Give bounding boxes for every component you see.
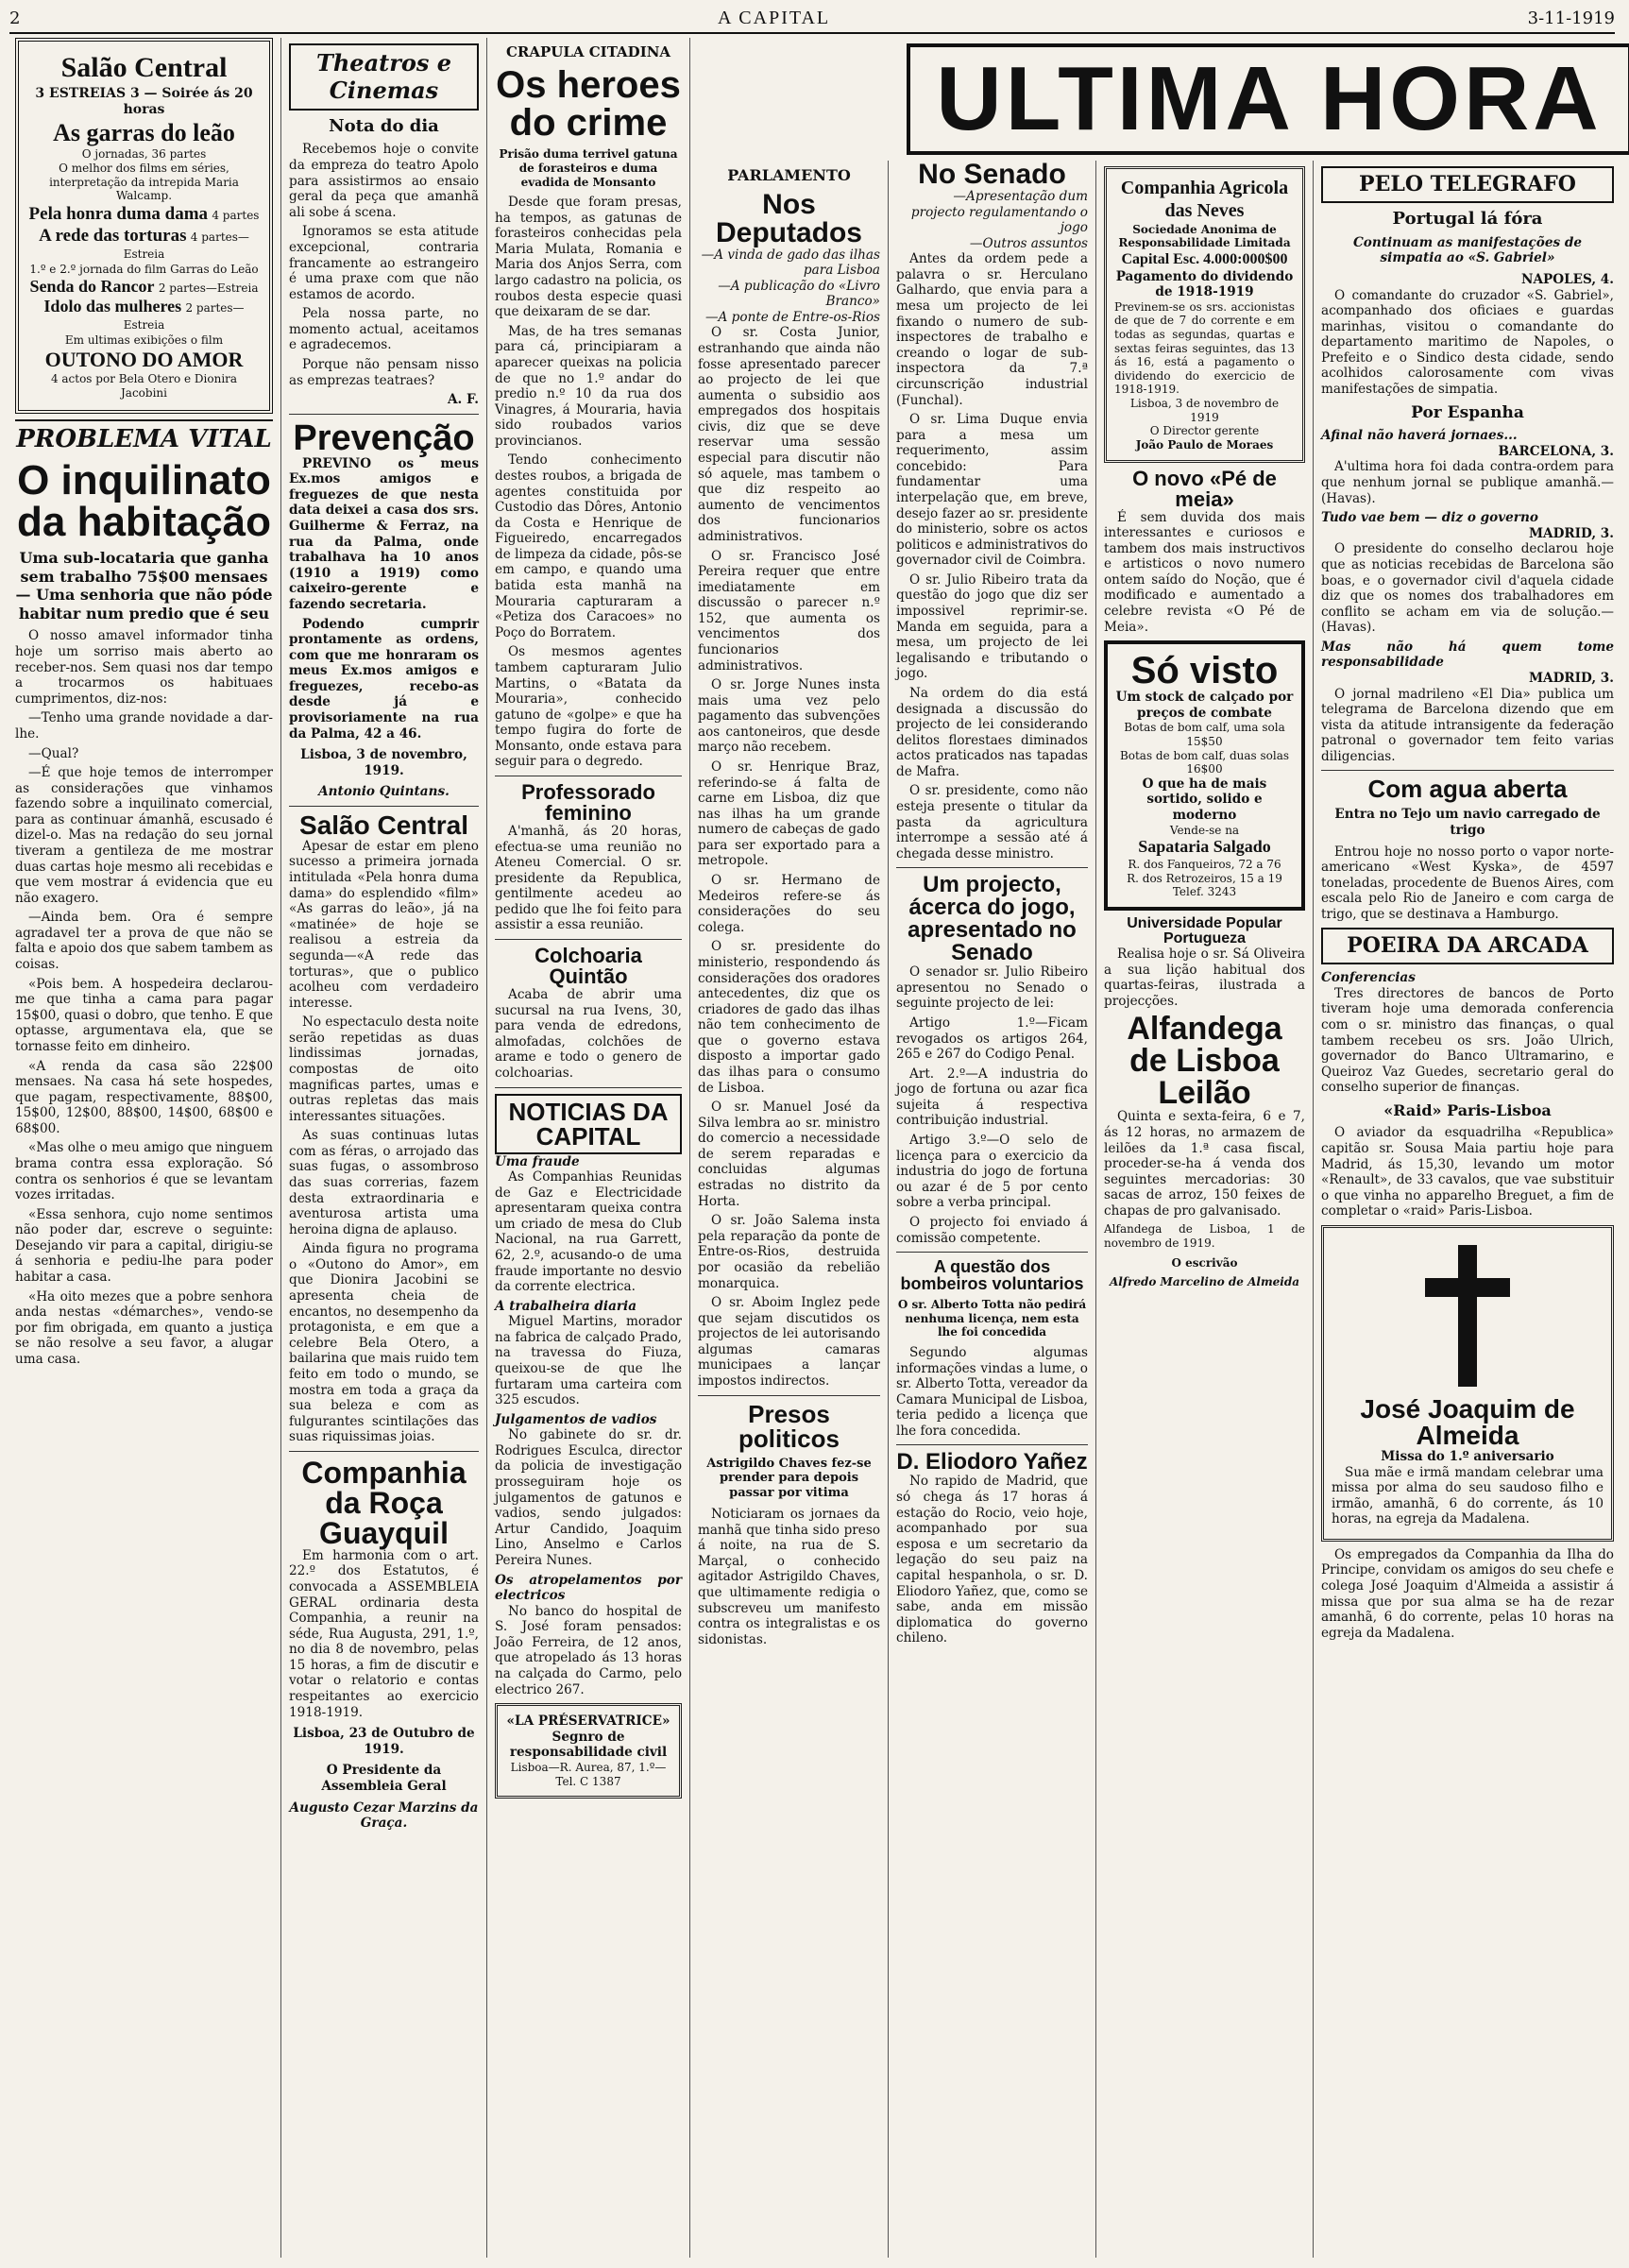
espanha-title: Por Espanha	[1411, 402, 1524, 422]
salao2-title: Salão Central	[299, 810, 468, 840]
conferencias-paragraph: Tres directores de bancos de Porto tiveram hoje uma demorada conferencia com o sr. ministro das finanças, o qual tambem recebeu os srs. João Ulrich, governador do Banco Ultramarino, e Queiroz Vaz Guedes, secretario geral do conselho superior de finanças.	[1321, 985, 1614, 1096]
salao-film1-desc: O melhor dos films em séries, interpretação da intrepida Maria Walcamp.	[49, 162, 239, 203]
nota-paragraph: Ignoramos se esta atitude excepcional, contraria francamente ao estrangeiro é uma praxe com que não estamos de acordo.	[289, 224, 479, 302]
obituary-paragraph: Sua mãe e irmã mandam celebrar uma missa por alma do seu saudoso filho e irmão, amanhã, 6 do corrente, ás 10 horas, na egreja da Madalena.	[1332, 1464, 1604, 1527]
portugal-subtitle: Continuam as manifestações de simpatia ao «S. Gabriel»	[1352, 234, 1583, 266]
raid-title: «Raid» Paris-Lisboa	[1383, 1100, 1552, 1119]
paper-title: A CAPITAL	[717, 7, 831, 28]
espanha3-paragraph: O jornal madrileno «El Dia» publica um telegrama de Barcelona dizendo que em vista da atitude intransigente da federação patronal o governador tem feito varias diligencias.	[1321, 686, 1614, 764]
alfandega-signature: O escrivão	[1171, 1255, 1238, 1270]
agua-subtitle: Entra no Tejo um navio carregado de trigo	[1334, 807, 1601, 839]
heroes-paragraph: Desde que foram presas, ha tempos, as gatunas de forasteiros conhecidas pela Maria Mulata, Romania e Maria dos Anjos Serra, com largo cadastro na policia, os roubos desta especie quasi que deixaram de se dar.	[495, 195, 682, 320]
projecto-article: Artigo 1.º—Ficam revogados os artigos 264, 265 e 267 do Codigo Penal.	[896, 1015, 1088, 1063]
inquilinato-paragraph: —Tenho uma grande novidade a dar-lhe.	[15, 710, 273, 742]
column-7	[1314, 161, 1621, 2258]
inquilinato-paragraph: «A renda da casa são 22$00 mensaes. Na casa há sete hospedes, que pagam, respectivamente, 88$00, 15$00, 12$00, 88$00, 14$00, 68$00 e 68$00.	[15, 1058, 273, 1136]
inquilinato-title: O inquilinato da habitação	[17, 457, 271, 546]
prevencao-signature: Antonio Quintans.	[318, 784, 450, 800]
espanha2-subtitle: Tudo vae bem — diz o governo	[1321, 510, 1538, 526]
salao-film3-note: 1.º e 2.º jornada do film Garras do Leão	[29, 262, 259, 276]
obituary-mass: Missa do 1.º aniversario	[1381, 1448, 1554, 1464]
trabalheira-title: A trabalheira diaria	[495, 1298, 637, 1314]
prevencao-paragraph: Podendo cumprir prontamente as ordens, com que me honraram os meus Ex.mos amigos e freguezes, recebo-as desde já e provisoriamente na rua da Palma, 42 a 46.	[289, 616, 479, 742]
pelo-telegrafo-title: PELO TELEGRAFO	[1321, 166, 1614, 203]
julgamentos-paragraph: No gabinete do sr. dr. Rodrigues Esculca, director da policia de investigação prosseguiram hoje os julgamentos de gatunos e vadios, sendo julgados: Artur Candido, Joaquim Lino, Anselmo e Carlos Pereira Nunes.	[495, 1427, 682, 1568]
salao-film1: As garras do leão	[53, 118, 235, 146]
deputados-paragraph: O sr. Manuel José da Silva lembra ao sr. ministro do comercio a necessidade de serem reparadas e concluidas algumas estradas no distrito da Horta.	[698, 1100, 880, 1209]
alfandega-date: Alfandega de Lisboa, 1 de novembro de 1919.	[1104, 1222, 1305, 1251]
ultima-hora-banner: ULTIMA HORA	[907, 43, 1629, 155]
agricola-date: Lisboa, 3 de novembro de 1919	[1129, 397, 1280, 424]
companhia-date: Lisboa, 23 de Outubro de 1919.	[293, 1726, 475, 1757]
espanha2-dateline: MADRID, 3.	[1529, 525, 1614, 541]
atropelamentos-paragraph: No banco do hospital de S. José foram pensados: João Ferreira, de 12 anos, que atropelado ás 13 horas na calçada do Carmo, pelo electrico 267.	[495, 1603, 682, 1697]
raid-paragraph: O aviador da esquadrilha «Republica» capitão sr. Sousa Maia partiu hoje para Madrid, ás 15,30, levando um motor «Renault», de 33 cavalos, que vae substituir o que vinha no apparelho Breguet, a fim de completar o «raid» Paris-Lisboa.	[1321, 1125, 1614, 1219]
so-visto-phone: Telef. 3243	[1172, 885, 1237, 899]
senado-paragraph: Na ordem do dia está designada a discussão do projecto de lei considerando delitos florestaes diminados actos praticados nas tapadas de Mafra.	[896, 685, 1088, 779]
so-visto-item	[1115, 721, 1294, 748]
issue-date: 3-11-1919	[1527, 8, 1615, 28]
presos-subtitle: Astrigildo Chaves fez-se prender para depois passar por vitima	[706, 1456, 872, 1501]
nota-paragraph: Pela nossa parte, no momento actual, aceitamos e agradecemos.	[289, 306, 479, 353]
julgamentos-title: Julgamentos de vadios	[495, 1411, 657, 1427]
portugal-title: Portugal lá fóra	[1392, 208, 1543, 229]
atropelamentos-title: Os atropelamentos por electricos	[495, 1572, 682, 1604]
salao-film2: Pela honra duma dama	[28, 203, 209, 224]
preservatrice-title: «LA PRÉSERVATRICE»	[506, 1714, 670, 1730]
projecto-article: Art. 2.º—A industria do jogo de fortuna ou azar fica sujeita á respectiva contribuição industrial.	[896, 1066, 1088, 1129]
espanha-paragraph: A'ultima hora foi dada contra-ordem para que nenhum jornal se publique amanhã.—(Havas).	[1321, 459, 1614, 506]
salao-central-ad	[15, 38, 273, 414]
salao-line1: 3 ESTREIAS 3 — Soirée ás 20 horas	[35, 85, 253, 117]
crapula-label: CRAPULA CITADINA	[505, 43, 671, 60]
salao2-paragraph: No espectaculo desta noite serão repetidas as duas lindissimas jornadas, compostas de oito magnificas partes, umas e outras repletas das mais interessantes situações.	[289, 1015, 479, 1124]
bombeiros-title: A questão dos bombeiros voluntarios	[900, 1257, 1084, 1294]
obituary-box	[1321, 1225, 1614, 1542]
companhia-name: Augusto Cezar Marzins da Graça.	[289, 1799, 479, 1832]
pe-de-meia-paragraph: É sem duvida dos mais interessantes e curiosos e tambem dos mais instructivos e artisticos o novo numero ontem saído do Noção, que é modificado e aumentado a celebre revista «O Pé de Meia».	[1104, 509, 1305, 635]
companhia-title: Companhia da Roça Guayquil	[301, 1455, 467, 1550]
so-visto-title: Só visto	[1130, 650, 1279, 692]
inquilinato-paragraph: —Qual?	[28, 745, 79, 761]
column-1	[8, 38, 281, 2258]
espanha-subtitle: Afinal não haverá jornaes...	[1321, 428, 1518, 444]
prevencao-title: Prevenção	[293, 418, 475, 458]
heroes-title: Os heroes do crime	[496, 64, 681, 145]
presos-title: Presos politicos	[738, 1399, 840, 1453]
column-4	[690, 161, 889, 2258]
projecto-title: Um projecto, ácerca do jogo, apresentado no Senado	[908, 872, 1077, 966]
agricola-title: Companhia Agricola das Neves	[1120, 178, 1289, 222]
so-visto-tag: O que ha de mais sortido, solido e moderno	[1142, 776, 1267, 824]
senado-paragraph: O sr. Julio Ribeiro trata da questão do jogo que diz ser impossivel reprimir-se. Manda em seguida, para a mesa, um projecto de lei legalisando e tributando o jogo.	[896, 571, 1088, 682]
agua-paragraph: Entrou hoje no nosso porto o vapor norte-americano «West Kyska», de 4597 toneladas, procedente de Buenos Aires, com escala pelo Rio de Janeiro e com carga de trigo, que se destinava a Hamburgo.	[1321, 844, 1614, 922]
salao2-paragraph: Ainda figura no programa o «Outono do Amor», em que Dionira Jacobini se apresenta cheia de encantos, no desempenho da protagonista, e em que a celebre Bela Otero, a bailarina que mais ruido tem feito em todo o mundo, se mostra em toda a graça da sua beleza e com as fulgurantes scintilações das suas riquissimas joias.	[289, 1241, 479, 1445]
prevencao-date: Lisboa, 3 de novembro, 1919.	[300, 747, 467, 778]
salao-film6: OUTONO DO AMOR	[44, 347, 244, 371]
agricola-signature: O Director gerente	[1149, 424, 1260, 438]
espanha3-subtitle: Mas não há quem tome responsabilidade	[1321, 639, 1614, 671]
projecto-article: Artigo 3.º—O selo de licença para o exercicio da industria do jogo de fortuna ou azar é de 5 por cento sobre a verba principal.	[896, 1133, 1088, 1211]
inquilinato-paragraph: —É que hoje temos de interromper as considerações que vinhamos fazendo sobre a inquilinato comercial, para as continuar ámanhã, escusado é dizel-o. Mas na redação do seu jornal tiveram a gentileza de me mostrar duas cartas hoje mesmo ali recebidas e que vem mostrar á evidencia que eu não exagero.	[15, 765, 273, 906]
senado-sub2: —Outros assuntos	[969, 235, 1088, 251]
agricola-ad	[1104, 166, 1305, 463]
companhia-paragraph: Em harmonia com o art. 22.º dos Estatutos, é convocada a ASSEMBLEIA GERAL ordinaria desta Companhia, a reunir na séde, Rua Augusta, 291, 1.º, no dia 8 de novembro, pelas 15 horas, a fim de discutir e votar o relatorio e contas respeitantes ao exercicio 1918-1919.	[289, 1547, 479, 1720]
agua-title: Com agua aberta	[1367, 775, 1568, 804]
inquilinato-paragraph: —Ainda bem. Ora é sempre agradavel ter a prova de que não se falta e apoio dos que sabem tambem as coisas.	[15, 910, 273, 973]
salao-film4: Senda do Rancor	[29, 276, 155, 296]
deputados-paragraph: O sr. Aboim Inglez pede que sejam discutidos os projectos de lei autorisando algumas camaras municipaes a lançar impostos indirectos.	[698, 1295, 880, 1389]
agricola-name: João Paulo de Moraes	[1135, 437, 1274, 452]
poeira-title: POEIRA DA ARCADA	[1321, 928, 1614, 964]
salao-film5-parts: 2 partes—Estreia	[123, 301, 245, 333]
inquilinato-paragraph: «Ha oito mezes que a pobre senhora anda nestas «démarches», vendo-se por fim obrigada, em quanto a justiça se não resolve a seu favor, a alugar uma casa.	[15, 1288, 273, 1367]
nota-paragraph: Recebemos hoje o convite da empreza do teatro Apolo para assistirmos ao ensaio geral da peça que amanhã ali sobe á scena.	[289, 142, 479, 220]
deputados-paragraph: O sr. Francisco José Pereira requer que entre imediatamente em discussão o parecer n.º 152, que aumenta os vencimentos dos funcionarios administrativos.	[698, 548, 880, 674]
masthead	[9, 4, 1615, 34]
bombeiros-paragraph: Segundo algumas informações vindas a lume, o sr. Alberto Totta, vereador da Camara Municipal de Lisboa, teria pedido a licença que lhe fora concedida.	[896, 1344, 1088, 1439]
senado-paragraph: Antes da ordem pede a palavra o sr. Herculano Galhardo, que envia para a mesa um projecto de lei fixando o numero de sub-inspectores de trabalho e creando o logar de sub-inspectora da 7.ª circunscrição industrial (Funchal).	[896, 251, 1088, 408]
senado-paragraph: O sr. Lima Duque envia para a mesa um requerimento, assim concebido: Para fundamentar uma interpelação que, em breve, desejo fazer ao sr. presidente do ministerio, sobre os actos politicos e administrativos do governador civil de Coimbra.	[896, 412, 1088, 569]
so-visto-item-price: 16$00	[1186, 762, 1223, 776]
inquilinato-paragraph: «Mas olhe o meu amigo que ninguem brama contra essa exploração. Só contra os senhorios é que se levantam vozes irritadas.	[15, 1140, 273, 1203]
senado-sub1: —Apresentação dum projecto regulamentando o jogo	[910, 189, 1088, 236]
page-number: 2	[9, 8, 21, 28]
inquilinato-paragraph: «Pois bem. A hospedeira declarou-me que tinha a cama para pagar 15$00, quasi o dobro, que tenho. E que optasse, argumentava ela, que se tornasse feito em dinheiro.	[15, 976, 273, 1054]
preservatrice-address: Lisboa—R. Aurea, 87, 1.º—Tel. C 1387	[510, 1760, 667, 1788]
projecto-paragraph: O projecto foi enviado á comissão competente.	[896, 1214, 1088, 1246]
column-6	[1096, 161, 1314, 2258]
alfandega-paragraph: Quinta e sexta-feira, 6 e 7, ás 12 horas, no armazem de leilões da 1.ª casa fiscal, proceder-se-ha á venda dos seguintes mercadorias: 30 sacas de arroz, 150 feixes de chapas de pro galvanisado.	[1104, 1109, 1305, 1219]
parlamento-label: PARLAMENTO	[727, 166, 851, 184]
heroes-subtitle: Prisão duma terrivel gatuna de forasteiros e duma evadida de Monsanto	[499, 147, 678, 189]
so-visto-item-price: 15$50	[1186, 734, 1223, 748]
senado-paragraph: O sr. presidente, como não esteja presente o titular da pasta da agricultura interrompe a sessão até á chegada desse ministro.	[896, 783, 1088, 861]
cross-icon	[1411, 1245, 1524, 1387]
salao-film3-parts: 4 partes—Estreia	[123, 230, 249, 262]
colchoaria-paragraph: Acaba de abrir uma sucursal na rua Ivens, 30, para venda de edredons, almofadas, colchões de arame e todo o genero de colchoarias.	[495, 987, 682, 1081]
inquilinato-paragraph: O nosso amavel informador tinha hoje um sorriso mais aberto ao receber-nos. Sem quasi nos dar tempo a trocarmos os habituaes cumprimentos, diz-nos:	[15, 628, 273, 707]
projecto-paragraph: O senador sr. Julio Ribeiro apresentou no Senado o seguinte projecto de lei:	[896, 964, 1088, 1012]
so-visto-ad	[1104, 640, 1305, 911]
heroes-paragraph: Tendo conhecimento destes roubos, a brigada de agentes constituida por Custodio das Dôres, Antonio da Costa e Henrique de Figueiredo, encarregados de limpeza da cidade, pôs-se em campo, e quando uma batida esta manhã na Mouraria capturaram a «Petiza dos Caracoes» no Poço do Borratem.	[495, 452, 682, 640]
deputados-paragraph: O sr. Henrique Braz, referindo-se á falta de carne em Lisboa, diz que nas ilhas ha um grande numero de cabeças de gado para ser exportado para a metropole.	[698, 759, 880, 869]
nota-signature: A. F.	[447, 392, 479, 408]
bombeiros-subtitle: O sr. Alberto Totta não pedirá nenhuma licença, nem esta lhe foi concedida	[897, 1298, 1087, 1339]
fraude-paragraph: As Companhias Reunidas de Gaz e Electricidade apresentaram queixa contra um criado de mesa do Club Nacional, na rua Garrett, 62, 2.º, acusando-o de uma fraude importante no desvio da corrente electrica.	[495, 1169, 682, 1295]
preservatrice-subtitle: Segnro de responsabilidade civil	[509, 1729, 668, 1761]
column-3	[487, 38, 690, 2258]
so-visto-shop: Sapataria Salgado	[1138, 837, 1271, 857]
salao2-paragraph: Apesar de estar em pleno sucesso a primeira jornada intitulada «Pela honra duma dama» do esplendido «film» «As garras do leão», já na «matinée» de hoje se realisou a estreia da segunda—«A rede das torturas», que o publico acolheu com verdadeiro interesse.	[289, 838, 479, 1011]
column-5	[889, 161, 1096, 2258]
preservatrice-ad	[495, 1703, 682, 1799]
deputados-sub3: —A ponte de Entre-os-Rios	[704, 309, 880, 325]
companhia-signature: O Presidente da Assembleia Geral	[321, 1763, 447, 1794]
pe-de-meia-title: O novo «Pé de meia»	[1132, 466, 1277, 511]
alfandega-title: Alfandega de Lisboa Leilão	[1127, 1011, 1282, 1112]
prevencao-paragraph: PREVINO os meus Ex.mos amigos e freguezes de que nesta data deixei a casa dos srs. Guilherme & Ferraz, na rua da Palma, onde trabalhava ha 10 anos (1910 a 1919) como caixeiro-gerente e fazendo secretaria.	[289, 455, 479, 612]
salao-last: Em ultimas exibições o film	[64, 333, 224, 347]
nota-paragraph: Porque não pensam nisso as emprezas teatraes?	[289, 357, 479, 388]
espanha2-paragraph: O presidente do conselho declarou hoje que as noticias recebidas de Barcelona são boas, e o governador civil d'aquela cidade diz que os nomes dos trabalhadores em conflito se acham em via de solução.—(Havas).	[1321, 541, 1614, 636]
professorado-title: Professorado feminino	[521, 779, 655, 825]
espanha-dateline: BARCELONA, 3.	[1498, 443, 1614, 459]
deputados-title: Nos Deputados	[715, 188, 862, 248]
principe-paragraph: Os empregados da Companhia da Ilha do Principe, convidam os amigos do seu chefe e colega José Joaquim d'Almeida a assistir á missa que por sua alma se ha de rezar amanhã, 6 do corrente, pelas 10 horas na egreja da Madalena.	[1321, 1546, 1614, 1641]
conferencias-title: Conferencias	[1321, 970, 1416, 986]
portugal-dateline: NAPOLES, 4.	[1521, 271, 1614, 287]
univ-paragraph: Realisa hoje o sr. Sá Oliveira a sua lição habitual dos quartas-feiras, ilustrada a projecções.	[1104, 946, 1305, 1009]
agricola-dividendo: Pagamento do dividendo de 1918-1919	[1115, 268, 1294, 300]
theatros-title: Theatros e Cinemas	[289, 43, 479, 111]
so-visto-subtitle: Um stock de calçado por preços de combate	[1115, 690, 1294, 721]
so-visto-venda: Vende-se na	[1169, 823, 1240, 837]
inquilinato-subtitle: Uma sub-locataria que ganha sem trabalho 75$00 mensaes — Uma senhoria que não póde habitar num predio que é seu	[15, 549, 273, 622]
salao-film5: Idolo das mulheres	[43, 297, 182, 316]
inquilinato-paragraph: «Essa senhora, cujo nome sentimos não poder dar, escreve o seguinte: Desejando vir para a capital, dirigiu-se á senhoria e pediu-lhe para poder habitar a casa.	[15, 1206, 273, 1286]
salao-film2-parts: 4 partes	[212, 208, 260, 222]
heroes-paragraph: Mas, de ha tres semanas para cá, principiaram a aparecer queixas na policia de que no 1.º andar do predio n.º 10 da rua dos Vinagres, á Mouraria, havia sido roubados varios provincianos.	[495, 323, 682, 449]
univ-title: Universidade Popular Portugueza	[1127, 915, 1282, 947]
deputados-paragraph: O sr. Hermano de Medeiros refere-se ás considerações do seu colega.	[698, 873, 880, 935]
salao2-paragraph: As suas continuas lutas com as féras, o arrojado das suas fugas, o assombroso das suas correrias, fazem desta extraordinaria e aventurosa artista uma heroina digna de aplauso.	[289, 1128, 479, 1237]
so-visto-address: R. dos Fanqueiros, 72 a 76	[1128, 858, 1281, 872]
espanha3-dateline: MADRID, 3.	[1529, 670, 1614, 686]
colchoaria-title: Colchoaria Quintão	[535, 944, 642, 989]
portugal-paragraph: O comandante do cruzador «S. Gabriel», acompanhado dos oficiaes e guardas marinhas, visitou o comandante do departamento maritimo de Napoles, o Prefeito e o Sindico desta cidade, sendo acolhidos calorosamente com vivas manifestações de simpatia.	[1321, 287, 1614, 397]
obituary-name: José Joaquim de Almeida	[1360, 1393, 1575, 1450]
senado-title: No Senado	[918, 161, 1066, 190]
agricola-body: Previnem-se os srs. accionistas de que de 7 do corrente e em todas as segundas, quartas e sextas feiras seguintes, das 13 ás 16, está a pagamento o dividendo do exercicio de 1918-1919.	[1114, 299, 1295, 397]
eliodoro-title: D. Eliodoro Yañez	[896, 1449, 1088, 1475]
so-visto-address: R. dos Retrozeiros, 15 a 19	[1127, 871, 1282, 885]
alfandega-name: Alfredo Marcelino de Almeida	[1109, 1275, 1300, 1289]
presos-paragraph: Noticiaram os jornaes da manhã que tinha sido preso á noite, na rua de S. Marçal, o conhecido agitador Astrigildo Chaves, que ultimamente redigia o subscreveu um manifesto contra os integralistas e os sidonistas.	[698, 1507, 880, 1647]
trabalheira-paragraph: Miguel Martins, morador na fabrica de calçado Prado, na travessa do Fiuza, queixou-se de que lhe furtaram uma carteira com 325 escudos.	[495, 1314, 682, 1408]
so-visto-item-label: Botas de bom calf, uma sola	[1124, 721, 1285, 735]
salao-title: Salão Central	[60, 52, 228, 83]
so-visto-item	[1115, 749, 1294, 776]
fraude-title: Uma fraude	[495, 1153, 580, 1169]
problema-vital: PROBLEMA VITAL	[15, 419, 273, 455]
column-2	[281, 38, 487, 2258]
deputados-paragraph: O sr. Jorge Nunes insta mais uma vez pelo pagamento das subvenções aos cantoneiros, que desde março não recebem.	[698, 677, 880, 756]
professorado-paragraph: A'manhã, ás 20 horas, efectua-se uma reunião no Ateneu Comercial. O sr. presidente da Republica, gentilmente acedeu ao pedido que lhe foi feito para assistir a essa reunião.	[495, 823, 682, 933]
agricola-capital: Capital Esc. 4.000:000$00	[1121, 251, 1288, 268]
deputados-paragraph: O sr. presidente do ministerio, respondendo ás considerações dos oradores antecedentes, diz que os criadores de gado das ilhas não tem conhecimento de que o governo estava disposto a importar gado das ilhas para o consumo de Lisboa.	[698, 939, 880, 1096]
deputados-paragraph: O sr. Costa Junior, estranhando que ainda não fosse apresentado parecer ao projecto de lei que aumenta o subsidio aos empregados dos hospitais civis, diz que se deve reservar uma sessão especial para discutir não só aquele, mas tambem o que diz respeito ao aumento de vencimentos dos funcionarios administrativos.	[698, 325, 880, 544]
noticias-title: NOTICIAS DA CAPITAL	[495, 1094, 682, 1154]
deputados-paragraph: O sr. João Salema insta pela reparação da ponte de Entre-os-Rios, destruida por ocasião da rebelião monarquica.	[698, 1213, 880, 1291]
salao-film3: A rede das torturas	[39, 226, 187, 247]
deputados-sub1: —A vinda de gado das ilhas para Lisboa	[701, 247, 880, 279]
nota-title: Nota do dia	[329, 115, 439, 136]
so-visto-item-label: Botas de bom calf, duas solas	[1119, 748, 1290, 762]
eliodoro-paragraph: No rapido de Madrid, que só chega ás 17 horas á estação do Rocio, veio hoje, acompanhado por sua esposa e um secretario da legação do seu paiz na capital hespanhola, o sr. D. Eliodoro Yañez, que, como se sabe, anda em missão diplomatica do governo chileno.	[896, 1474, 1088, 1646]
salao-film1-note: O jornadas, 36 partes	[81, 147, 207, 162]
agricola-subtitle: Sociedade Anonima de Responsabilidade Limitada	[1118, 222, 1291, 250]
deputados-sub2: —A publicação do «Livro Branco»	[718, 278, 880, 310]
salao-film4-parts: 2 partes—Estreia	[158, 281, 259, 295]
heroes-paragraph: Os mesmos agentes tambem capturaram Julio Martins, o «Batata da Mouraria», conhecido gatuno de «golpe» e que ha tempo fugira do forte de Monsanto, onde estava para seguir para o degredo.	[495, 644, 682, 770]
salao-film6-note: 4 actos por Bela Otero e Dionira Jacobini	[50, 372, 238, 401]
